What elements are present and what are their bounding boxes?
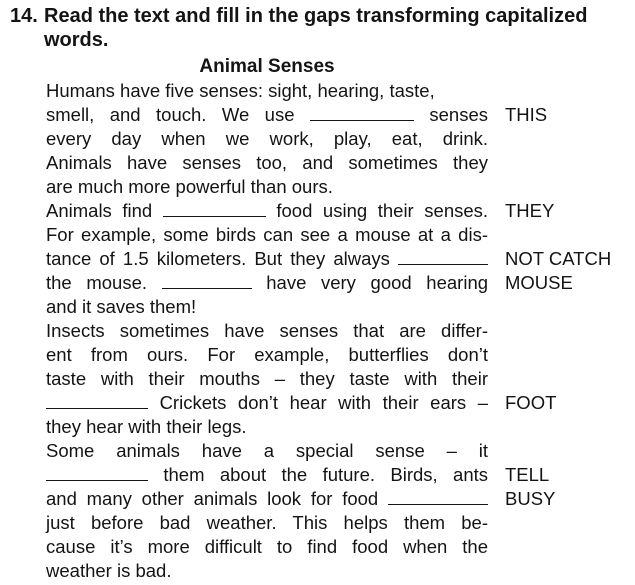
text-line [46,343,488,367]
text-segment: food using their senses. [276,200,489,221]
exercise-header [10,4,622,52]
text-segment: Humans have five senses: sight, hearing, taste, [46,80,435,101]
text-segment: just before bad weather. This helps them be- [46,512,488,533]
text-line [46,247,488,271]
text-segment: have very good hearing [266,272,489,293]
text-segment: cause it’s more difficult to find food when the [46,536,488,557]
key-word: THIS [505,104,548,125]
text-segment: the mouse. [46,272,147,293]
text-line [46,415,488,439]
text-line [46,463,488,487]
text-segment: are much more powerful than ours. [46,176,333,197]
text-line [46,535,488,559]
text-line [46,199,488,223]
text-segment: smell, and touch. We use [46,104,295,125]
answer-gap[interactable] [162,273,252,289]
text-segment: them about the future. Birds, ants [163,464,488,485]
text-segment: they hear with their legs. [46,416,247,437]
answer-gap[interactable] [163,201,266,217]
text-segment: Animals find [46,200,153,221]
answer-gap[interactable] [46,393,148,409]
text-segment: ent from ours. For example, butterflies don’t [46,344,488,365]
exercise-instruction: Read the text and fill in the gaps transforming capitalized words. [44,5,588,51]
key-word: MOUSE [505,272,573,293]
key-word: THEY [505,200,555,221]
key-word: FOOT [505,392,557,413]
answer-gap[interactable] [398,249,488,265]
text-segment: senses [429,104,489,125]
text-line [46,127,488,151]
text-line [46,271,488,295]
answer-gap[interactable] [310,105,414,121]
text-segment: For example, some birds can see a mouse at a dis- [46,224,488,245]
text-segment: Some animals have a special sense – it [46,440,488,461]
text-segment: taste with their mouths – they taste with their [46,368,488,389]
exercise-number: 14. [10,5,38,27]
text-segment: and it saves them! [46,296,197,317]
text-line [46,487,488,511]
text-line [46,367,488,391]
key-word: BUSY [505,488,556,509]
text-line [46,175,488,199]
text-title: Animal Senses [199,56,335,77]
text-line [46,295,488,319]
text-segment: Crickets don’t hear with their ears – [159,392,488,413]
text-line [46,103,488,127]
text-line [46,511,488,535]
text-line [46,319,488,343]
text-line [46,223,488,247]
key-word: NOT CATCH [505,248,612,269]
text-segment: and many other animals look for food [46,488,379,509]
text-segment: every day when we work, play, eat, drink. [46,128,488,149]
text-line [46,439,488,463]
answer-gap[interactable] [46,465,148,481]
answer-gap[interactable] [388,489,488,505]
text-segment: Insects sometimes have senses that are differ- [46,320,488,341]
text-segment: tance of 1.5 kilometers. But they always [46,248,390,269]
text-line [46,79,488,103]
text-segment: Animals have senses too, and sometimes they [46,152,488,173]
text-line [46,151,488,175]
text-line [46,559,488,583]
text-segment: weather is bad. [46,560,172,581]
key-word: TELL [505,464,550,485]
text-line [46,391,488,415]
